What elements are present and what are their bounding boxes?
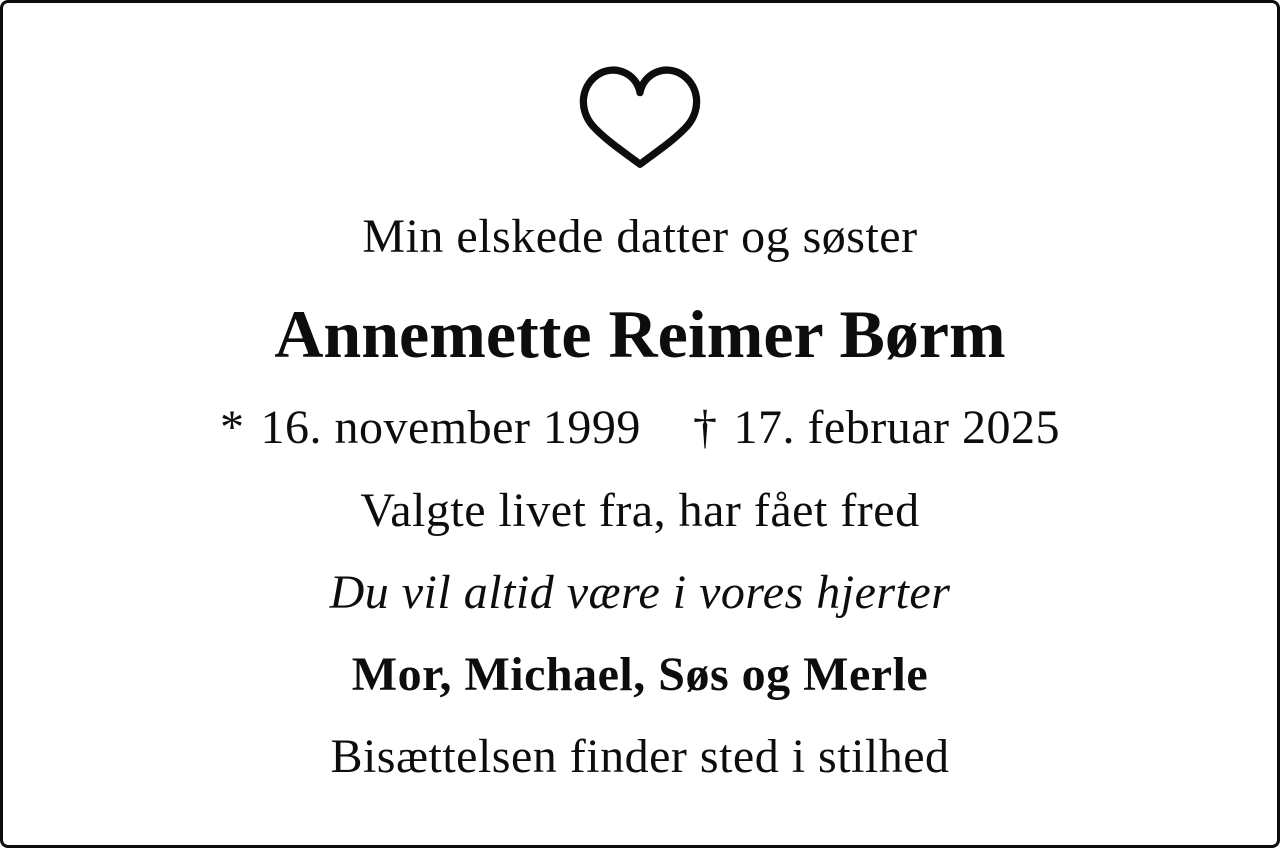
heart-icon [3,59,1277,171]
death-date-group [693,400,1060,455]
deceased-name: Annemette Reimer Børm [274,296,1006,373]
birth-date-group [220,400,641,455]
birth-star-symbol: * [220,401,245,455]
dates-row [3,400,1277,455]
death-date: 17. februar 2025 [733,401,1060,455]
signatories-line: Mor, Michael, Søs og Merle [351,647,929,701]
tribute-line: Du vil altid være i vores hjerter [329,565,951,619]
intro-line: Min elskede datter og søster [362,210,918,263]
death-dagger-symbol: † [692,401,718,455]
funeral-info-line: Bisættelsen finder sted i stilhed [330,730,950,784]
birth-date: 16. november 1999 [260,401,641,455]
epitaph-line: Valgte livet fra, har fået fred [360,483,920,537]
